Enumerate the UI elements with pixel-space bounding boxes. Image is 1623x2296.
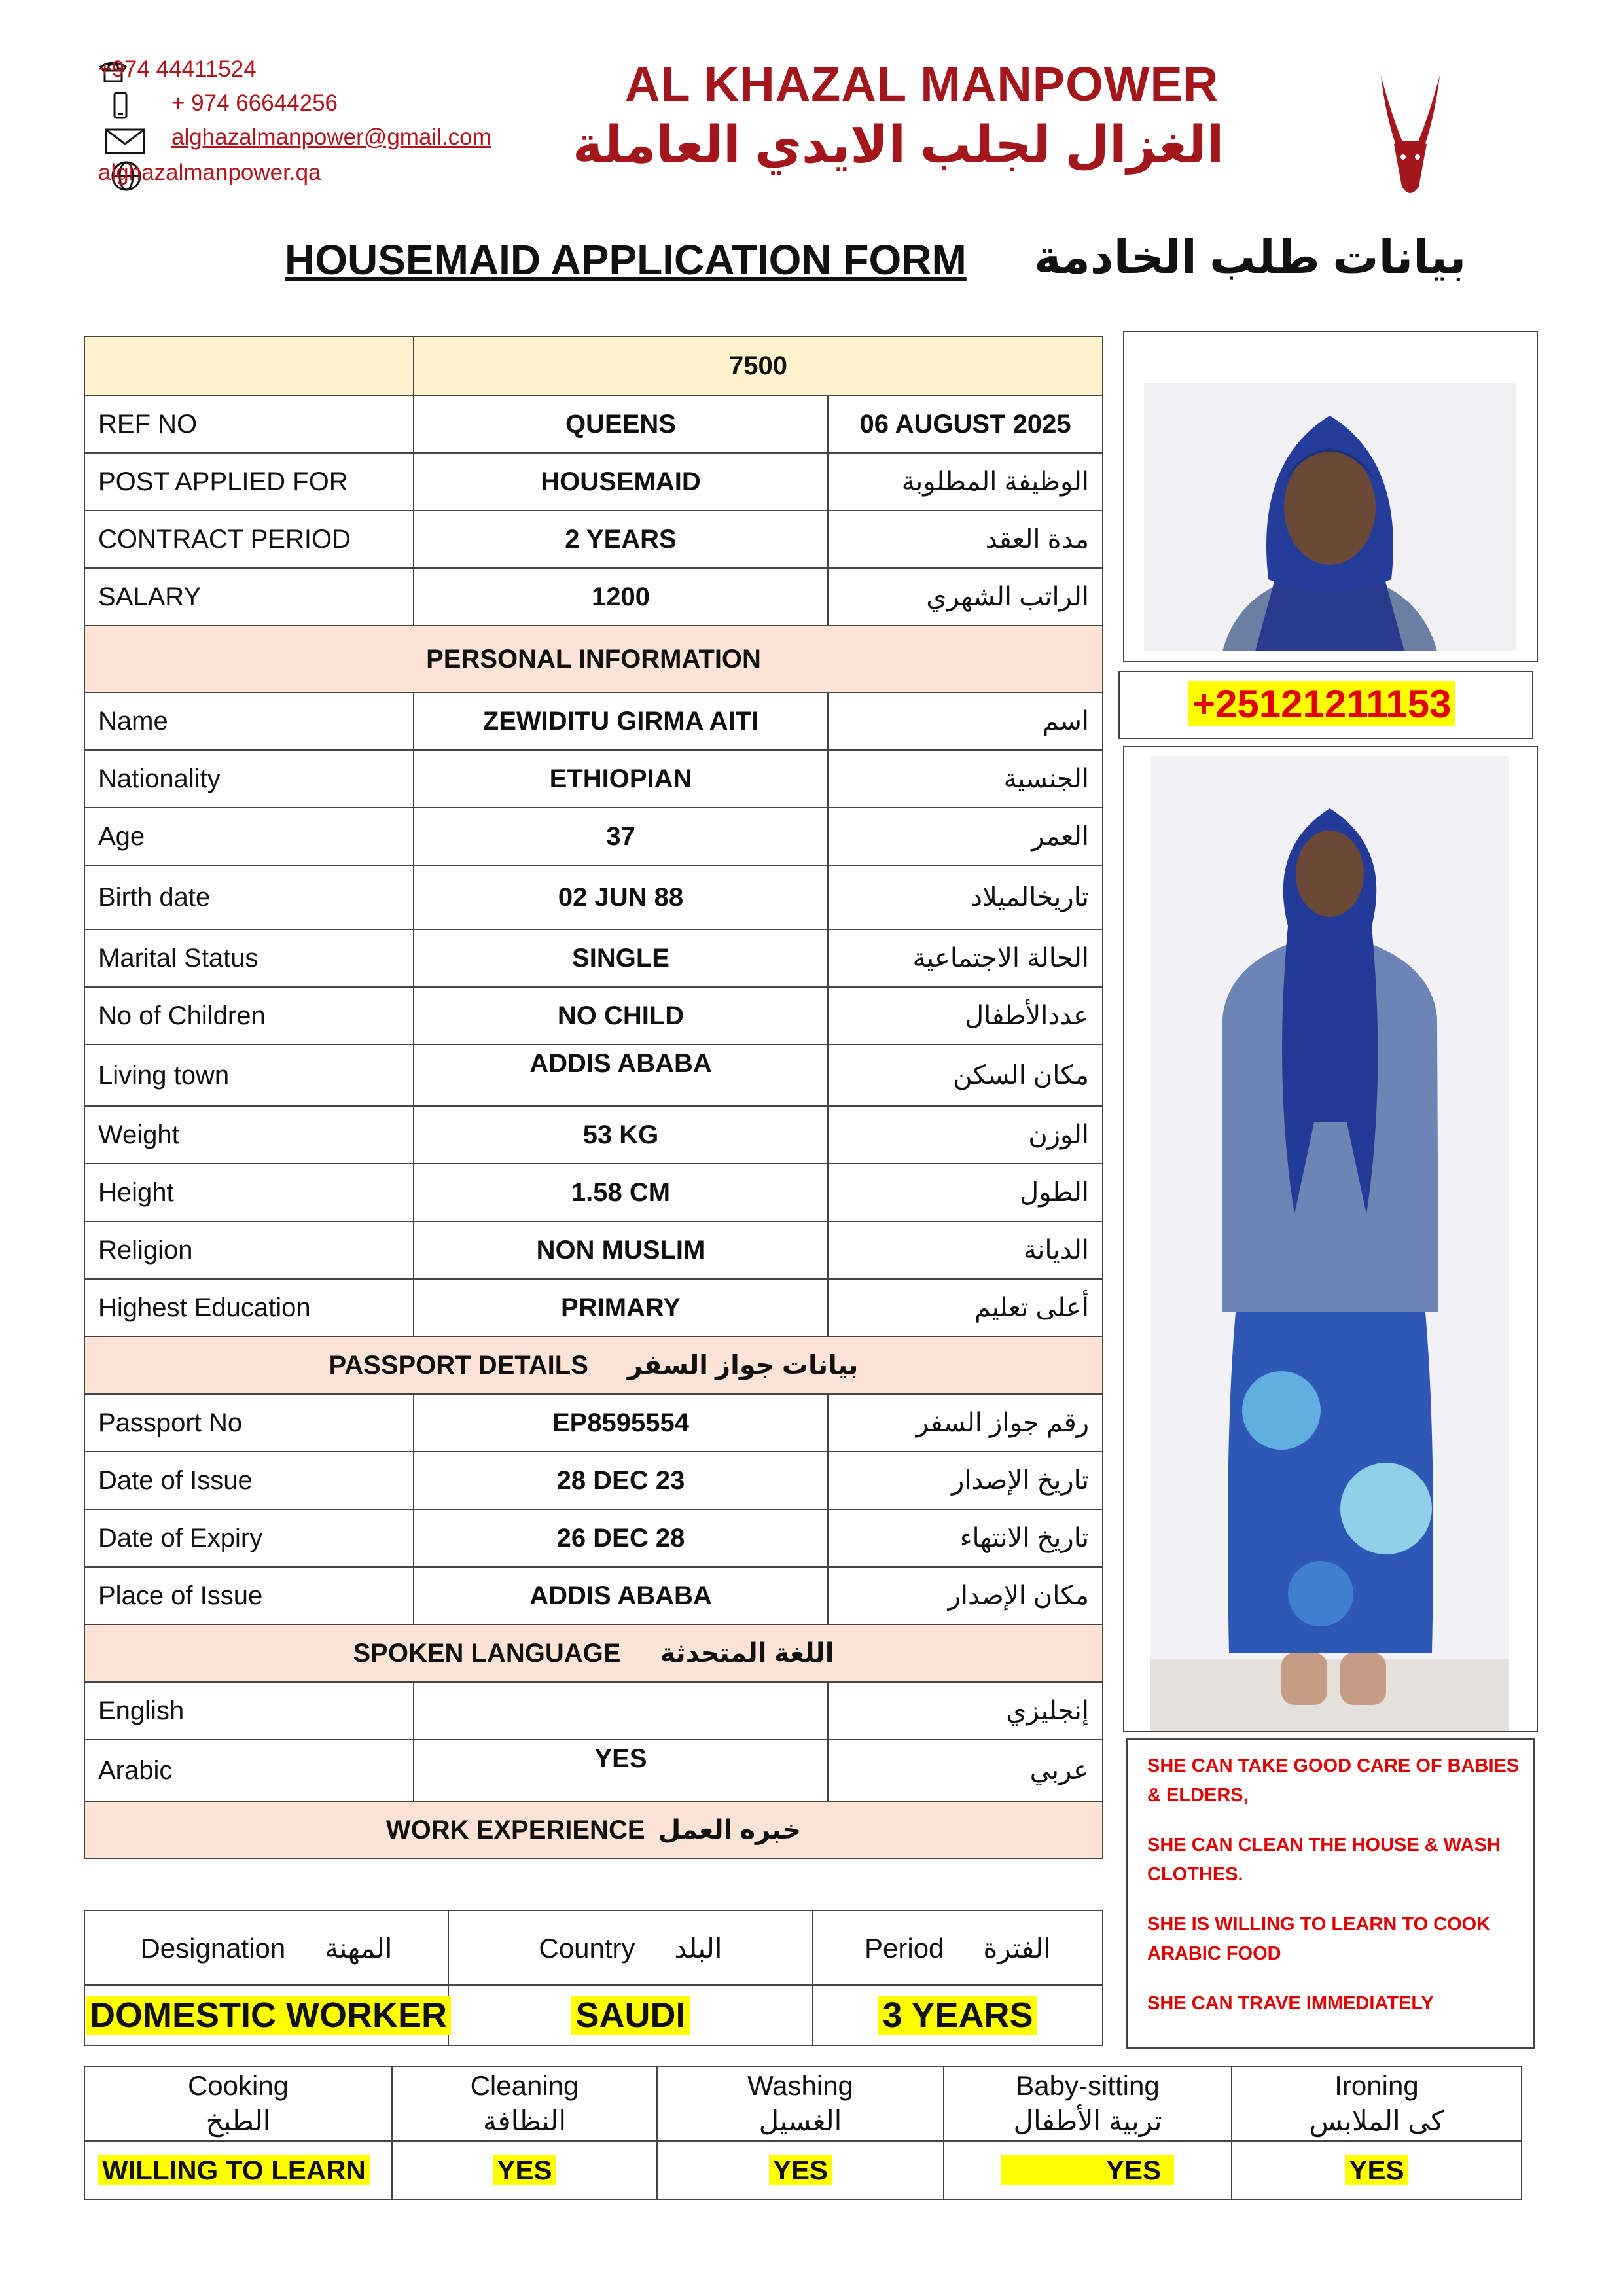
form-title-ar: بيانات طلب الخادمة — [1034, 232, 1467, 283]
period-header — [813, 1910, 1103, 1985]
row-value: 02 JUN 88 — [414, 865, 828, 929]
mail-icon — [105, 128, 145, 154]
row-label-ar: إنجليزي — [828, 1682, 1103, 1740]
skill-label: Washing — [747, 2070, 853, 2101]
period-label: Period — [865, 1932, 944, 1964]
row-label: Height — [84, 1164, 414, 1221]
row-value: 1.58 CM — [414, 1164, 828, 1221]
ref-value: QUEENS — [414, 395, 828, 453]
row-label: Religion — [84, 1221, 414, 1279]
experience-table — [84, 1910, 1103, 2046]
row-value: ADDIS ABABA — [414, 1045, 828, 1106]
skill-cell — [392, 2141, 657, 2200]
application-table — [84, 336, 1103, 1859]
country-label: Country — [539, 1932, 635, 1964]
row-value: PRIMARY — [414, 1279, 828, 1336]
row-value: 26 DEC 28 — [414, 1509, 828, 1567]
row-label-ar: عددالأطفال — [828, 987, 1103, 1045]
skill-label: Ironing — [1334, 2070, 1419, 2101]
skill-label: Cleaning — [470, 2070, 579, 2101]
contract-label: CONTRACT PERIOD — [84, 511, 414, 568]
country-value: SAUDI — [571, 1996, 689, 2035]
notes-box — [1126, 1738, 1535, 2049]
portrait-photo-frame — [1123, 331, 1538, 662]
row-label: Living town — [84, 1045, 414, 1106]
row-label-ar: الوزن — [828, 1106, 1103, 1164]
row-label-ar: الطول — [828, 1164, 1103, 1221]
row-label: Arabic — [84, 1740, 414, 1801]
row-value: EP8595554 — [414, 1394, 828, 1452]
row-label-ar: تاريخ الإصدار — [828, 1452, 1103, 1509]
ref-label: REF NO — [84, 395, 414, 453]
period-cell — [813, 1985, 1103, 2045]
email-link[interactable]: alghazalmanpower@gmail.com — [171, 124, 491, 150]
contact-phone-box — [1118, 671, 1533, 739]
row-label-ar: تاريخ الانتهاء — [828, 1509, 1103, 1567]
passport-heading — [84, 1336, 1103, 1394]
salary-label-ar: الراتب الشهري — [828, 568, 1103, 626]
skill-cell — [84, 2141, 392, 2200]
website-link[interactable]: alghazalmanpower.qa — [98, 160, 321, 185]
row-label-ar: مكان الإصدار — [828, 1567, 1103, 1624]
company-name-en: AL KHAZAL MANPOWER — [625, 57, 1219, 111]
skill-header-babysitting — [944, 2066, 1232, 2141]
row-label: Highest Education — [84, 1279, 414, 1336]
row-value: SINGLE — [414, 929, 828, 987]
row-label-ar: الجنسية — [828, 750, 1103, 808]
row-label: Date of Issue — [84, 1452, 414, 1509]
designation-label-ar: المهنة — [325, 1932, 393, 1964]
skills-table — [84, 2066, 1522, 2200]
row-label: Name — [84, 692, 414, 750]
phone-2[interactable]: + 974 66644256 — [171, 90, 338, 116]
designation-header — [84, 1910, 448, 1985]
row-value: 53 KG — [414, 1106, 828, 1164]
skill-cell — [657, 2141, 944, 2200]
form-title: HOUSEMAID APPLICATION FORM — [285, 236, 967, 283]
row-label: Birth date — [84, 865, 414, 929]
skill-label: Baby-sitting — [1016, 2070, 1160, 2101]
experience-heading-ar: خبره العمل — [658, 1816, 802, 1844]
period-value: 3 YEARS — [878, 1996, 1037, 2035]
row-label: Nationality — [84, 750, 414, 808]
row-value: NO CHILD — [414, 987, 828, 1045]
row-value: ADDIS ABABA — [414, 1567, 828, 1624]
row-label: No of Children — [84, 987, 414, 1045]
language-heading — [84, 1624, 1103, 1682]
blank-cell — [84, 336, 414, 395]
country-header — [448, 1910, 813, 1985]
mobile-icon — [113, 92, 132, 118]
passport-heading-ar: بيانات جواز السفر — [627, 1351, 859, 1380]
post-value: HOUSEMAID — [414, 453, 828, 511]
phone-1[interactable]: +974 44411524 — [98, 56, 257, 82]
contract-value: 2 YEARS — [414, 511, 828, 568]
row-label-ar: تاريخالميلاد — [828, 865, 1103, 929]
skill-label-ar: تربية الأطفال — [1013, 2106, 1162, 2136]
designation-value: DOMESTIC WORKER — [86, 1996, 451, 2035]
ref-date: 06 AUGUST 2025 — [828, 395, 1103, 453]
row-value: ZEWIDITU GIRMA AITI — [414, 692, 828, 750]
language-heading-ar: اللغة المتحدثة — [660, 1639, 834, 1668]
row-label-ar: مكان السكن — [828, 1045, 1103, 1106]
note-item: SHE CAN TAKE GOOD CARE OF BABIES & ELDERS, — [1147, 1755, 1520, 1806]
skill-header-ironing — [1232, 2066, 1522, 2141]
salary-value: 1200 — [414, 568, 828, 626]
row-value — [414, 1682, 828, 1740]
experience-heading — [84, 1801, 1103, 1859]
skill-label: Cooking — [187, 2070, 289, 2101]
note-item: SHE CAN TRAVE IMMEDIATELY — [1147, 1993, 1434, 2014]
row-label: Marital Status — [84, 929, 414, 987]
salary-label: SALARY — [84, 568, 414, 626]
designation-label: Designation — [140, 1932, 286, 1964]
row-value: 37 — [414, 808, 828, 865]
note-item: SHE CAN CLEAN THE HOUSE & WASH CLOTHES. — [1147, 1835, 1501, 1885]
row-label-ar: الحالة الاجتماعية — [828, 929, 1103, 987]
row-label-ar: اسم — [828, 692, 1103, 750]
full-body-photo — [1150, 756, 1509, 1731]
row-label: Weight — [84, 1106, 414, 1164]
skill-cell — [944, 2141, 1232, 2200]
skill-header-cleaning — [392, 2066, 657, 2141]
country-cell — [448, 1985, 813, 2045]
post-label: POST APPLIED FOR — [84, 453, 414, 511]
row-label: Date of Expiry — [84, 1509, 414, 1567]
row-label-ar: أعلى تعليم — [828, 1279, 1103, 1336]
skill-label-ar: النظافة — [483, 2106, 566, 2136]
portrait-photo — [1144, 383, 1516, 651]
skill-value: YES — [493, 2155, 556, 2185]
full-body-photo-frame — [1123, 746, 1538, 1732]
skill-header-washing — [657, 2066, 944, 2141]
language-heading-en: SPOKEN LANGUAGE — [353, 1639, 621, 1668]
designation-cell — [84, 1985, 448, 2045]
row-label-ar: عربي — [828, 1740, 1103, 1801]
row-label-ar: رقم جواز السفر — [828, 1394, 1103, 1452]
personal-heading: PERSONAL INFORMATION — [84, 626, 1103, 692]
skill-value: WILLING TO LEARN — [98, 2155, 370, 2185]
row-label: Age — [84, 808, 414, 865]
row-value: YES — [414, 1740, 828, 1801]
skill-label-ar: الطبخ — [205, 2106, 271, 2136]
company-name-ar: الغزال لجلب الايدي العاملة — [573, 116, 1224, 173]
row-label-ar: العمر — [828, 808, 1103, 865]
skill-label-ar: الغسيل — [758, 2106, 842, 2136]
gazelle-logo-icon — [1374, 72, 1446, 203]
row-label: Place of Issue — [84, 1567, 414, 1624]
row-label: Passport No — [84, 1394, 414, 1452]
skill-value: YES — [769, 2155, 832, 2185]
row-label-ar: الديانة — [828, 1221, 1103, 1279]
note-item: SHE IS WILLING TO LEARN TO COOK ARABIC FOOD — [1147, 1914, 1491, 1964]
country-label-ar: البلد — [674, 1932, 722, 1964]
experience-heading-en: WORK EXPERIENCE — [385, 1816, 645, 1844]
skill-cell — [1232, 2141, 1522, 2200]
period-label-ar: الفترة — [983, 1932, 1051, 1964]
code-value: 7500 — [414, 336, 1103, 395]
skill-value: YES — [1001, 2155, 1174, 2185]
row-value: ETHIOPIAN — [414, 750, 828, 808]
row-label: English — [84, 1682, 414, 1740]
row-value: 28 DEC 23 — [414, 1452, 828, 1509]
contact-phone[interactable]: +25121211153 — [1188, 681, 1455, 726]
row-value: NON MUSLIM — [414, 1221, 828, 1279]
post-label-ar: الوظيفة المطلوبة — [828, 453, 1103, 511]
skill-label-ar: کی الملابس — [1309, 2106, 1444, 2136]
contract-label-ar: مدة العقد — [828, 511, 1103, 568]
skill-header-cooking — [84, 2066, 392, 2141]
passport-heading-en: PASSPORT DETAILS — [329, 1351, 588, 1380]
skill-value: YES — [1345, 2155, 1408, 2185]
